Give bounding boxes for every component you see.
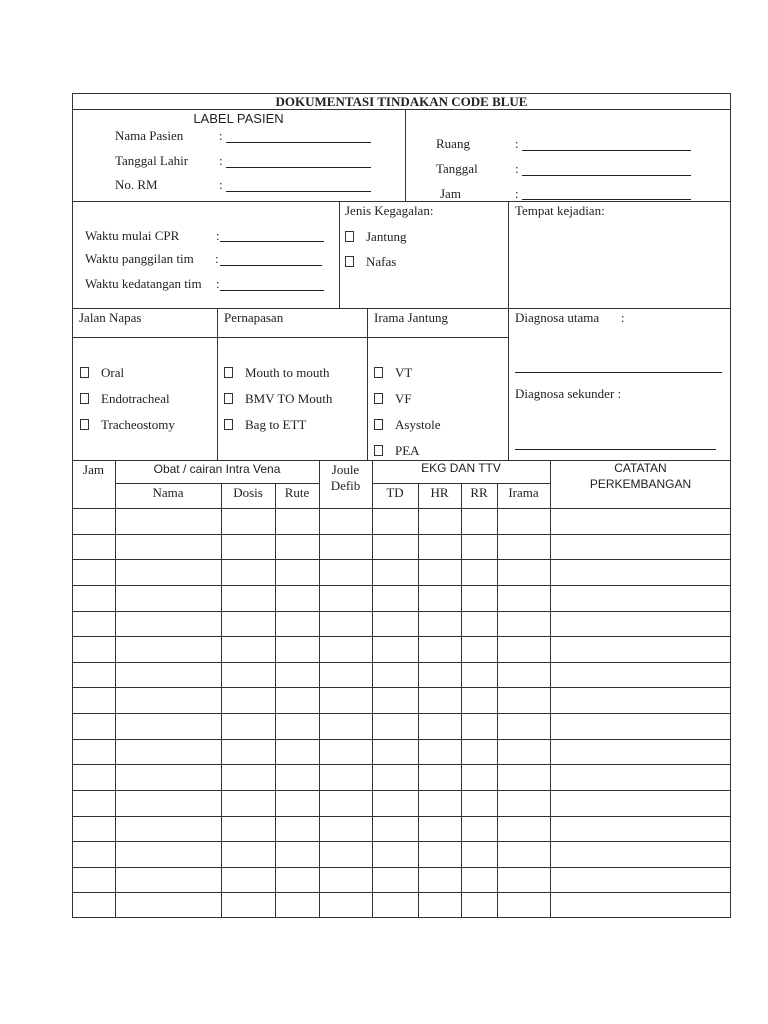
divider <box>418 483 419 918</box>
colon: : <box>219 153 223 168</box>
tanggal-field[interactable] <box>522 175 691 176</box>
col-jam: Jam <box>83 462 104 477</box>
colon: : <box>215 251 219 266</box>
divider <box>497 483 498 918</box>
table-row[interactable] <box>72 764 731 765</box>
option-oral[interactable]: Oral <box>80 366 124 379</box>
table-row[interactable] <box>72 713 731 714</box>
colon: : <box>621 310 625 325</box>
divider <box>72 109 731 110</box>
colon: : <box>216 228 220 243</box>
col-ekg: EKG DAN TTV <box>421 461 501 475</box>
jam-field[interactable] <box>522 199 691 200</box>
table-row[interactable] <box>72 816 731 817</box>
option-bmv-to-mouth[interactable]: BMV TO Mouth <box>224 392 332 405</box>
form-title: DOKUMENTASI TINDAKAN CODE BLUE <box>275 94 528 109</box>
tanggal-label: Tanggal <box>436 161 478 176</box>
table-row[interactable] <box>72 559 731 560</box>
divider <box>221 483 222 918</box>
colon: : <box>515 161 519 176</box>
waktu-panggilan-label: Waktu panggilan tim <box>85 251 194 266</box>
waktu-panggilan-field[interactable] <box>220 265 322 266</box>
col-td: TD <box>386 485 404 500</box>
nama-pasien-field[interactable] <box>226 142 371 143</box>
diagnosa-utama-field[interactable] <box>515 372 722 373</box>
divider <box>275 483 276 918</box>
table-row[interactable] <box>72 867 731 868</box>
col-rute: Rute <box>284 485 310 500</box>
divider <box>115 483 319 484</box>
table-row[interactable] <box>72 687 731 688</box>
checkbox-icon[interactable] <box>374 393 383 404</box>
option-pea[interactable]: PEA <box>374 444 420 457</box>
colon: : <box>515 136 519 151</box>
checkbox-icon[interactable] <box>224 393 233 404</box>
option-asystole[interactable]: Asystole <box>374 418 441 431</box>
col-rr: RR <box>470 485 488 500</box>
checkbox-icon[interactable] <box>80 393 89 404</box>
irama-jantung-label: Irama Jantung <box>374 310 449 325</box>
col-obat: Obat / cairan Intra Vena <box>153 462 281 476</box>
diagnosa-utama-label: Diagnosa utama <box>515 310 600 325</box>
table-row[interactable] <box>72 892 731 893</box>
divider <box>339 201 340 308</box>
colon: : <box>219 177 223 192</box>
col-nama: Nama <box>152 485 184 500</box>
colon: : <box>219 128 223 143</box>
no-rm-field[interactable] <box>226 191 371 192</box>
waktu-mulai-cpr-field[interactable] <box>220 241 324 242</box>
checkbox-icon[interactable] <box>80 419 89 430</box>
table-row[interactable] <box>72 790 731 791</box>
divider <box>508 201 509 460</box>
tempat-kejadian-label: Tempat kejadian: <box>515 203 605 218</box>
divider <box>550 460 551 918</box>
checkbox-icon[interactable] <box>80 367 89 378</box>
waktu-kedatangan-label: Waktu kedatangan tim <box>85 276 202 291</box>
table-row[interactable] <box>72 611 731 612</box>
table-row[interactable] <box>72 739 731 740</box>
option-vt[interactable]: VT <box>374 366 412 379</box>
checkbox-icon[interactable] <box>345 256 354 267</box>
ruang-field[interactable] <box>522 150 691 151</box>
diagnosa-sekunder-field[interactable] <box>515 449 716 450</box>
option-nafas[interactable]: Nafas <box>345 255 396 268</box>
divider <box>115 460 116 918</box>
pernapasan-label: Pernapasan <box>224 310 284 325</box>
divider <box>72 508 731 509</box>
checkbox-icon[interactable] <box>224 419 233 430</box>
jalan-napas-label: Jalan Napas <box>79 310 142 325</box>
option-jantung[interactable]: Jantung <box>345 230 406 243</box>
col-dosis: Dosis <box>233 485 263 500</box>
divider <box>367 308 368 460</box>
checkbox-icon[interactable] <box>224 367 233 378</box>
col-catatan: CATATAN <box>614 461 667 475</box>
divider <box>72 308 731 309</box>
waktu-mulai-cpr-label: Waktu mulai CPR <box>85 228 180 243</box>
ruang-label: Ruang <box>436 136 470 151</box>
checkbox-icon[interactable] <box>374 419 383 430</box>
label-pasien: LABEL PASIEN <box>193 111 284 126</box>
jenis-kegagalan-label: Jenis Kegagalan: <box>345 203 434 218</box>
diagnosa-sekunder-label: Diagnosa sekunder : <box>515 386 622 401</box>
option-endotracheal[interactable]: Endotracheal <box>80 392 170 405</box>
option-tracheostomy[interactable]: Tracheostomy <box>80 418 175 431</box>
divider <box>461 483 462 918</box>
colon: : <box>515 186 519 201</box>
col-joule: Joule <box>331 462 360 477</box>
divider <box>72 337 508 338</box>
divider <box>372 483 550 484</box>
waktu-kedatangan-field[interactable] <box>220 290 324 291</box>
option-vf[interactable]: VF <box>374 392 412 405</box>
col-defib: Defib <box>330 478 361 493</box>
checkbox-icon[interactable] <box>345 231 354 242</box>
col-hr: HR <box>430 485 449 500</box>
divider <box>405 109 406 201</box>
no-rm-label: No. RM <box>115 177 158 192</box>
table-row[interactable] <box>72 534 731 535</box>
divider <box>319 460 320 918</box>
divider <box>372 460 373 918</box>
checkbox-icon[interactable] <box>374 445 383 456</box>
jam-label: Jam <box>440 186 461 201</box>
table-row[interactable] <box>72 636 731 637</box>
checkbox-icon[interactable] <box>374 367 383 378</box>
table-row[interactable] <box>72 662 731 663</box>
option-bag-to-ett[interactable]: Bag to ETT <box>224 418 306 431</box>
table-row[interactable] <box>72 841 731 842</box>
nama-pasien-label: Nama Pasien <box>115 128 184 143</box>
divider <box>72 201 731 202</box>
tanggal-lahir-field[interactable] <box>226 167 371 168</box>
colon: : <box>216 276 220 291</box>
col-perkembangan: PERKEMBANGAN <box>589 477 692 491</box>
tanggal-lahir-label: Tanggal Lahir <box>115 153 189 168</box>
divider <box>217 308 218 460</box>
table-row[interactable] <box>72 585 731 586</box>
col-irama: Irama <box>508 485 539 500</box>
option-mouth-to-mouth[interactable]: Mouth to mouth <box>224 366 330 379</box>
